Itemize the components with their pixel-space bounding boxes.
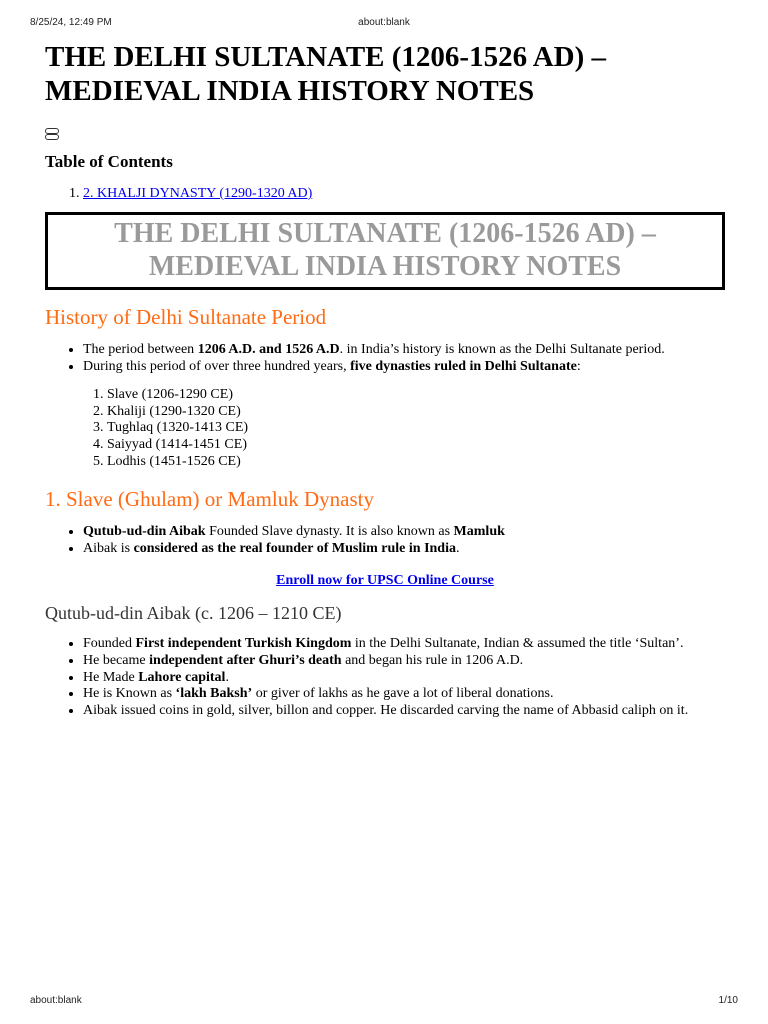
aibak-heading: Qutub-ud-din Aibak (c. 1206 – 1210 CE) [45, 603, 342, 624]
print-header [30, 17, 738, 31]
dynasty-list [45, 387, 725, 470]
list-item: • The period between 1206 A.D. and 1526 A.D. in India’s history is known as the Delhi Sultanate period. [83, 342, 725, 359]
list-item: • He Made Lahore capital. [83, 670, 725, 687]
page-number: 1/10 [718, 995, 738, 1006]
dynasty-item: 4. Saiyyad (1414-1451 CE) [107, 437, 725, 454]
list-item: • Aibak issued coins in gold, silver, billon and copper. He discarded carving the name of Abbasid caliph on it. [83, 703, 725, 720]
dynasty-item: 3. Tughlaq (1320-1413 CE) [107, 420, 725, 437]
aibak-list [45, 636, 725, 719]
boxed-title: THE DELHI SULTANATE (1206-1526 AD) – MEDIEVAL INDIA HISTORY NOTES [45, 212, 725, 290]
list-item: • He became independent after Ghuri’s death and began his rule in 1206 A.D. [83, 653, 725, 670]
enroll-link[interactable]: Enroll now for UPSC Online Course [276, 573, 494, 589]
article [45, 40, 725, 719]
slave-dynasty-heading: 1. Slave (Ghulam) or Mamluk Dynasty [45, 487, 374, 512]
print-page-url: about:blank [358, 17, 410, 28]
enroll-block [45, 572, 725, 590]
dynasty-item: 2. Khaliji (1290-1320 CE) [107, 404, 725, 421]
page-title: THE DELHI SULTANATE (1206-1526 AD) – MEDIEVAL INDIA HISTORY NOTES [45, 41, 607, 107]
dynasty-item: 1. Slave (1206-1290 CE) [107, 387, 725, 404]
list-item: • Qutub-ud-din Aibak Founded Slave dynasty. It is also known as Mamluk [83, 524, 725, 541]
toc-item [83, 186, 725, 202]
dynasty-item: 5. Lodhis (1451-1526 CE) [107, 454, 725, 471]
list-item: • He is Known as ‘lakh Baksh’ or giver of lakhs as he gave a lot of liberal donations. [83, 686, 725, 703]
list-item: • During this period of over three hundred years, five dynasties ruled in Delhi Sultanate: [83, 359, 725, 376]
list-item: • Founded First independent Turkish Kingdom in the Delhi Sultanate, Indian & assumed the title ‘Sultan’. [83, 636, 725, 653]
menu-icon[interactable] [45, 128, 59, 140]
toc-list [45, 186, 725, 202]
toc-heading: Table of Contents [45, 152, 173, 171]
toc-link-khalji[interactable]: 2. KHALJI DYNASTY (1290-1320 AD) [83, 186, 313, 201]
slave-dynasty-list [45, 524, 725, 557]
list-item: • Aibak is considered as the real founder of Muslim rule in India. [83, 541, 725, 558]
print-datetime: 8/25/24, 12:49 PM [30, 17, 112, 28]
history-list [45, 342, 725, 375]
print-footer [30, 995, 738, 1009]
print-footer-url: about:blank [30, 995, 82, 1006]
history-heading: History of Delhi Sultanate Period [45, 305, 327, 329]
